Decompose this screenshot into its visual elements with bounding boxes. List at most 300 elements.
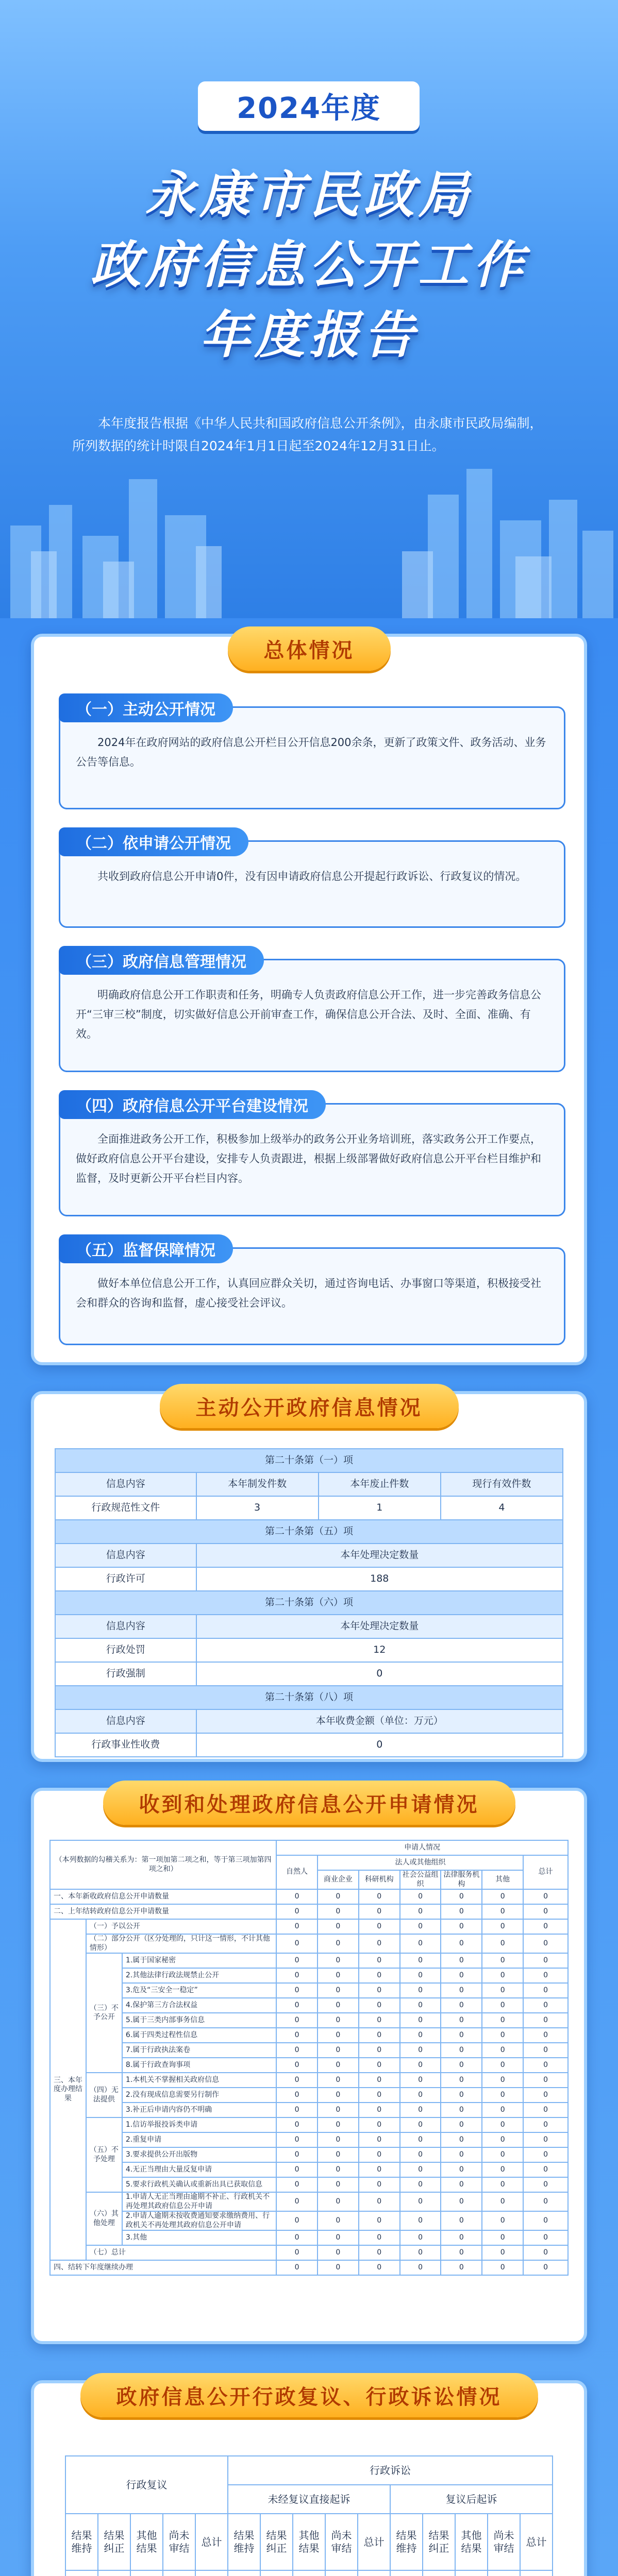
table-cell: 0 — [400, 1953, 441, 1968]
table-cell: 0 — [359, 2073, 400, 2088]
table-cell: 行政规范性文件 — [55, 1496, 196, 1520]
table-cell: 0 — [523, 1998, 568, 2013]
table-cell: 行政处罚 — [55, 1638, 196, 1662]
table-cell: 0 — [482, 1934, 523, 1953]
table-cell: 0 — [276, 2013, 318, 2028]
col-header: 法律服务机构 — [441, 1870, 482, 1889]
table-cell: 0 — [400, 2230, 441, 2245]
table-cell: 信息内容 — [55, 1615, 196, 1638]
overview-item-active — [59, 701, 565, 809]
overview-item-title: （四）政府信息公开平台建设情况 — [59, 1090, 326, 1119]
table-header-row — [50, 1840, 568, 1855]
table-cell: 0 — [359, 2211, 400, 2230]
table-cell: 0 — [318, 2162, 359, 2177]
table-cell: 0 — [482, 2260, 523, 2275]
col-group-header: 未经复议直接起诉 — [228, 2485, 390, 2514]
table-header-row — [65, 2514, 553, 2570]
title-line-3: 年度报告 — [199, 306, 419, 365]
table-cell: 0 — [318, 2058, 359, 2073]
table-cell: 0 — [276, 2132, 318, 2147]
table-row — [55, 1496, 563, 1520]
table-cell: 0 — [276, 1983, 318, 1998]
table-cell: 0 — [400, 1998, 441, 2013]
table-cell: 0 — [318, 1889, 359, 1904]
col-header: 其他结果 — [293, 2514, 325, 2570]
table-cell: 0 — [482, 2230, 523, 2245]
col-header: 总计 — [358, 2514, 390, 2570]
table-cell: 0 — [318, 2117, 359, 2132]
table-row — [50, 2088, 568, 2103]
table-cell: 0 — [482, 1904, 523, 1919]
table-cell: 0 — [359, 2260, 400, 2275]
table-cell: 0 — [276, 2028, 318, 2043]
table-cell: 0 — [441, 2028, 482, 2043]
table-cell — [260, 2570, 293, 2576]
table-cell: 0 — [400, 1983, 441, 1998]
row-label: 四、结转下年度继续办理 — [50, 2260, 276, 2275]
overview-item-platform — [59, 1097, 565, 1216]
table-cell: 0 — [276, 2103, 318, 2117]
table-cell: 0 — [276, 1934, 318, 1953]
requests-table — [49, 1840, 569, 2276]
overview-item-supervision — [59, 1242, 565, 1345]
table-cell — [163, 2570, 195, 2576]
table-cell: 0 — [276, 2211, 318, 2230]
table-row — [50, 2260, 568, 2275]
col-header: 尚未审结 — [163, 2514, 195, 2570]
row-label: 7.属于行政执法案卷 — [122, 2043, 276, 2058]
table-cell: 0 — [318, 1953, 359, 1968]
table-cell: 0 — [196, 1733, 563, 1757]
table-cell: 0 — [523, 2177, 568, 2192]
table-cell: 0 — [482, 1998, 523, 2013]
city-skyline-illustration — [0, 448, 618, 618]
table-row — [55, 1567, 563, 1591]
row-label: （七）总计 — [86, 2245, 276, 2260]
table-cell: 0 — [276, 1953, 318, 1968]
table-cell: 0 — [318, 2245, 359, 2260]
review-panel — [31, 2380, 587, 2576]
table-cell — [455, 2570, 488, 2576]
row-label: 8.属于行政查询事项 — [122, 2058, 276, 2073]
table-row — [50, 2043, 568, 2058]
overview-item-text: 共收到政府信息公开申请0件，没有因申请政府信息公开提起行政诉讼、行政复议的情况。 — [97, 870, 527, 883]
table-cell: 0 — [523, 2073, 568, 2088]
table-cell: 0 — [523, 2088, 568, 2103]
row-label: 2.没有现成信息需要另行制作 — [122, 2088, 276, 2103]
table-cell: 0 — [523, 2117, 568, 2132]
table-cell: 0 — [523, 2147, 568, 2162]
table-row — [65, 2570, 553, 2576]
table-cell: 0 — [441, 2192, 482, 2211]
table-cell: 现行有效件数 — [441, 1472, 563, 1496]
table-cell: 188 — [196, 1567, 563, 1591]
table-cell: 0 — [276, 2058, 318, 2073]
requests-heading: 收到和处理政府信息公开申请情况 — [103, 1781, 515, 1825]
table-cell: 0 — [359, 2043, 400, 2058]
table-cell: 0 — [441, 2013, 482, 2028]
table-row — [50, 2073, 568, 2088]
table-cell: 0 — [359, 2177, 400, 2192]
table-cell: 0 — [400, 2260, 441, 2275]
table-cell: 0 — [318, 2260, 359, 2275]
table-cell — [358, 2570, 390, 2576]
table-cell: 0 — [482, 2028, 523, 2043]
col-header: 总计 — [195, 2514, 228, 2570]
table-cell: 0 — [441, 2043, 482, 2058]
review-heading: 政府信息公开行政复议、行政诉讼情况 — [80, 2373, 538, 2417]
table-cell: 0 — [318, 2103, 359, 2117]
col-header: 尚未审结 — [325, 2514, 358, 2570]
table-cell: 0 — [276, 2088, 318, 2103]
table-cell: 0 — [482, 2211, 523, 2230]
table-cell: 0 — [523, 2230, 568, 2245]
table-cell: 0 — [523, 2162, 568, 2177]
table-cell: 0 — [359, 2058, 400, 2073]
col-header: 总计 — [520, 2514, 553, 2570]
row-label: 二、上年结转政府信息公开申请数量 — [50, 1904, 276, 1919]
table-cell: 0 — [523, 2260, 568, 2275]
table-cell: 0 — [318, 2028, 359, 2043]
table-cell: 12 — [196, 1638, 563, 1662]
table-header-row — [65, 2456, 553, 2485]
table-cell: 0 — [359, 2245, 400, 2260]
table-row — [50, 1934, 568, 1953]
table-row — [50, 1998, 568, 2013]
table-row — [50, 2058, 568, 2073]
table-cell: 0 — [359, 2028, 400, 2043]
table-row — [50, 2103, 568, 2117]
table-cell: 0 — [523, 2013, 568, 2028]
table-cell: 0 — [482, 2132, 523, 2147]
table-row — [55, 1638, 563, 1662]
table-cell: 0 — [400, 2147, 441, 2162]
table-group-header: 第二十条第（五）项 — [55, 1520, 563, 1544]
table-cell: 0 — [523, 2211, 568, 2230]
table-cell: 0 — [482, 1919, 523, 1934]
table-cell: 0 — [441, 1998, 482, 2013]
table-row — [50, 2132, 568, 2147]
table-cell: 0 — [276, 2192, 318, 2211]
table-group-header: 第二十条第（八）项 — [55, 1686, 563, 1709]
table-cell: 0 — [400, 2132, 441, 2147]
table-row — [55, 1544, 563, 1567]
table-cell: 0 — [482, 1983, 523, 1998]
table-cell: 0 — [276, 2117, 318, 2132]
table-cell: 0 — [359, 2103, 400, 2117]
col-header: 科研机构 — [359, 1870, 400, 1889]
table-cell: 0 — [523, 1889, 568, 1904]
table-cell — [390, 2570, 423, 2576]
table-cell: 信息内容 — [55, 1472, 196, 1496]
col-header: 其他结果 — [130, 2514, 163, 2570]
table-cell: 0 — [523, 2028, 568, 2043]
table-cell: 行政强制 — [55, 1662, 196, 1686]
table-cell: 本年处理决定数量 — [196, 1615, 563, 1638]
table-cell: 0 — [441, 2147, 482, 2162]
table-cell: 0 — [482, 2162, 523, 2177]
overview-item-title: （一）主动公开情况 — [59, 693, 233, 722]
table-cell — [130, 2570, 163, 2576]
table-cell: 4 — [441, 1496, 563, 1520]
col-header: 结果维持 — [390, 2514, 423, 2570]
table-cell: 0 — [359, 1889, 400, 1904]
table-cell: 0 — [400, 2073, 441, 2088]
table-cell: 0 — [523, 2132, 568, 2147]
table-cell: 0 — [482, 2103, 523, 2117]
table-cell: 0 — [441, 2162, 482, 2177]
table-corner-note: （本列数据的勾稽关系为：第一项加第二项之和，等于第三项加第四项之和） — [50, 1840, 276, 1889]
overview-item-management — [59, 953, 565, 1072]
table-cell: 0 — [441, 1904, 482, 1919]
table-cell: 0 — [523, 1953, 568, 1968]
table-cell: 0 — [318, 2211, 359, 2230]
active-disclosure-panel — [31, 1391, 587, 1762]
col-header: 结果纠正 — [98, 2514, 130, 2570]
table-cell: 0 — [318, 2192, 359, 2211]
table-row — [55, 1662, 563, 1686]
row-label: 6.属于四类过程性信息 — [122, 2028, 276, 2043]
col-group-header: 申请人情况 — [276, 1840, 568, 1855]
row-label: 1.属于国家秘密 — [122, 1953, 276, 1968]
title-line-1: 永康市民政局 — [145, 166, 473, 225]
table-cell: 0 — [359, 1968, 400, 1983]
table-row — [50, 2211, 568, 2230]
col-header: 结果纠正 — [423, 2514, 455, 2570]
table-row — [50, 2245, 568, 2260]
table-cell: 0 — [359, 2013, 400, 2028]
table-row — [50, 1919, 568, 1934]
table-cell: 0 — [318, 1968, 359, 1983]
table-row — [55, 1615, 563, 1638]
table-cell: 0 — [276, 2177, 318, 2192]
table-cell: 本年收费金额（单位：万元） — [196, 1709, 563, 1733]
row-label: 4.无正当理由大量反复申请 — [122, 2162, 276, 2177]
row-label: 1.本机关不掌握相关政府信息 — [122, 2073, 276, 2088]
table-cell: 本年制发件数 — [196, 1472, 319, 1496]
table-cell: 0 — [441, 1968, 482, 1983]
table-row — [50, 2028, 568, 2043]
col-group-header: 复议后起诉 — [390, 2485, 553, 2514]
table-cell: 行政许可 — [55, 1567, 196, 1591]
table-cell: 0 — [276, 1998, 318, 2013]
table-cell: 0 — [441, 1919, 482, 1934]
table-cell: 0 — [359, 1904, 400, 1919]
table-cell: 0 — [441, 1934, 482, 1953]
table-cell — [65, 2570, 98, 2576]
table-cell: 0 — [482, 2192, 523, 2211]
table-cell: 0 — [196, 1662, 563, 1686]
table-cell: 0 — [441, 2245, 482, 2260]
table-cell — [488, 2570, 520, 2576]
table-row — [50, 1953, 568, 1968]
table-row — [50, 1968, 568, 1983]
table-cell: 0 — [400, 2117, 441, 2132]
table-cell: 0 — [359, 2162, 400, 2177]
row-label: 2.申请人逾期未按收费通知要求缴纳费用、行政机关不再处理其政府信息公开申请 — [122, 2211, 276, 2230]
table-cell: 0 — [400, 2211, 441, 2230]
row-label: 3.要求提供公开出版物 — [122, 2147, 276, 2162]
table-cell: 0 — [482, 2245, 523, 2260]
table-cell: 0 — [359, 2088, 400, 2103]
col-header: 商业企业 — [318, 1870, 359, 1889]
row-group-label: （三）不予公开 — [86, 1953, 122, 2073]
table-cell — [98, 2570, 130, 2576]
overview-panel — [31, 634, 587, 1365]
year-badge: 2024年度 — [198, 81, 420, 131]
table-cell: 0 — [318, 2073, 359, 2088]
row-label: 5.要求行政机关确认或重新出具已获取信息 — [122, 2177, 276, 2192]
col-group-header: 行政诉讼 — [228, 2456, 553, 2485]
table-cell: 0 — [482, 2088, 523, 2103]
table-cell: 0 — [318, 2013, 359, 2028]
table-cell: 0 — [523, 1904, 568, 1919]
table-cell: 0 — [276, 2260, 318, 2275]
table-cell: 0 — [318, 1934, 359, 1953]
requests-panel — [31, 1788, 587, 2344]
table-cell: 0 — [523, 1919, 568, 1934]
table-cell: 0 — [400, 2103, 441, 2117]
table-row — [50, 2013, 568, 2028]
table-cell: 0 — [400, 2058, 441, 2073]
table-cell: 0 — [482, 2013, 523, 2028]
table-row — [50, 2192, 568, 2211]
overview-heading: 总体情况 — [228, 626, 391, 671]
table-cell: 0 — [523, 2192, 568, 2211]
col-group-header: 行政复议 — [65, 2456, 228, 2514]
hero-banner — [0, 0, 618, 618]
table-group-header: 第二十条第（六）项 — [55, 1591, 563, 1615]
table-row — [50, 2117, 568, 2132]
table-cell: 0 — [318, 2088, 359, 2103]
row-label: 3.补正后申请内容仍不明确 — [122, 2103, 276, 2117]
table-cell: 0 — [359, 2132, 400, 2147]
table-cell: 0 — [441, 2117, 482, 2132]
table-cell: 0 — [276, 1889, 318, 1904]
overview-item-text: 2024年在政府网站的政府信息公开栏目公开信息200余条，更新了政策文件、政务活动、业务公告等信息。 — [76, 736, 546, 768]
table-row — [50, 2230, 568, 2245]
table-cell: 0 — [359, 1998, 400, 2013]
row-label: 4.保护第三方合法权益 — [122, 1998, 276, 2013]
table-cell: 0 — [482, 2147, 523, 2162]
row-label: 3.危及“三安全一稳定” — [122, 1983, 276, 1998]
col-header: 社会公益组织 — [400, 1870, 441, 1889]
table-row — [55, 1472, 563, 1496]
table-cell: 0 — [318, 2230, 359, 2245]
table-cell: 0 — [359, 2192, 400, 2211]
table-cell: 0 — [359, 1919, 400, 1934]
table-cell: 0 — [276, 2147, 318, 2162]
row-label: 1.信访举报投诉类申请 — [122, 2117, 276, 2132]
table-row — [50, 1983, 568, 1998]
table-cell: 0 — [523, 2058, 568, 2073]
table-cell: 0 — [482, 1968, 523, 1983]
table-row — [55, 1733, 563, 1757]
table-cell: 0 — [441, 2230, 482, 2245]
table-cell: 0 — [359, 2147, 400, 2162]
overview-item-text: 做好本单位信息公开工作，认真回应群众关切，通过咨询电话、办事窗口等渠道，积极接受社会和群众的咨询和监督，虚心接受社会评议。 — [76, 1277, 541, 1309]
table-cell: 0 — [400, 2177, 441, 2192]
col-header: 结果维持 — [228, 2514, 260, 2570]
table-cell: 0 — [400, 1889, 441, 1904]
intro-paragraph: 本年度报告根据《中华人民共和国政府信息公开条例》，由永康市民政局编制，所列数据的统计时限自2024年1月1日起至2024年12月31日止。 — [72, 416, 543, 453]
table-cell: 信息内容 — [55, 1709, 196, 1733]
col-header: 结果纠正 — [260, 2514, 293, 2570]
table-row — [50, 2162, 568, 2177]
table-cell: 0 — [441, 2177, 482, 2192]
table-cell: 0 — [482, 2117, 523, 2132]
row-label: （二）部分公开（区分处理的，只计这一情形，不计其他情形） — [86, 1934, 276, 1953]
table-cell: 0 — [318, 2147, 359, 2162]
table-cell: 0 — [441, 1953, 482, 1968]
table-cell: 0 — [400, 1904, 441, 1919]
row-label: （一）予以公开 — [86, 1919, 276, 1934]
table-cell: 0 — [523, 1934, 568, 1953]
overview-item-title: （二）依申请公开情况 — [59, 827, 248, 856]
table-cell: 0 — [400, 2192, 441, 2211]
table-cell: 0 — [318, 1983, 359, 1998]
table-cell: 0 — [359, 1953, 400, 1968]
table-row — [50, 1904, 568, 1919]
row-label: 3.其他 — [122, 2230, 276, 2245]
table-row — [55, 1686, 563, 1709]
overview-item-text: 全面推进政务公开工作，积极参加上级举办的政务公开业务培训班，落实政务公开工作要点，做好政府信息公开平台建设，安排专人负责跟进，根据上级部署做好政府信息公开平台栏目维护和监督，及时更新公开平台栏目内容。 — [76, 1133, 541, 1184]
table-cell — [293, 2570, 325, 2576]
table-cell: 0 — [276, 1904, 318, 1919]
row-label: 2.其他法律行政法规禁止公开 — [122, 1968, 276, 1983]
table-cell: 0 — [318, 1919, 359, 1934]
table-cell: 0 — [523, 2245, 568, 2260]
table-cell: 0 — [400, 2043, 441, 2058]
table-cell: 0 — [523, 2103, 568, 2117]
table-cell: 0 — [441, 2088, 482, 2103]
table-cell: 0 — [523, 1968, 568, 1983]
table-cell: 0 — [318, 2043, 359, 2058]
table-cell: 0 — [482, 1889, 523, 1904]
table-cell: 0 — [400, 1934, 441, 1953]
col-header: 总计 — [523, 1855, 568, 1889]
overview-item-request — [59, 835, 565, 928]
table-row — [50, 1889, 568, 1904]
table-row — [50, 2147, 568, 2162]
table-cell: 本年处理决定数量 — [196, 1544, 563, 1567]
table-cell: 0 — [482, 2043, 523, 2058]
table-cell: 0 — [359, 1934, 400, 1953]
table-cell: 0 — [318, 2132, 359, 2147]
table-cell: 信息内容 — [55, 1544, 196, 1567]
table-cell: 0 — [359, 2117, 400, 2132]
table-cell: 0 — [441, 2058, 482, 2073]
table-cell: 0 — [400, 2162, 441, 2177]
table-cell: 0 — [318, 2177, 359, 2192]
table-cell: 0 — [359, 1983, 400, 1998]
table-cell: 0 — [441, 1889, 482, 1904]
table-cell: 0 — [318, 1904, 359, 1919]
col-header: 其他结果 — [455, 2514, 488, 2570]
table-cell: 0 — [400, 2028, 441, 2043]
title-line-2: 政府信息公开工作 — [90, 236, 528, 295]
table-cell: 0 — [276, 2230, 318, 2245]
col-header: 尚未审结 — [488, 2514, 520, 2570]
row-label: 一、本年新收政府信息公开申请数量 — [50, 1889, 276, 1904]
table-row — [55, 1591, 563, 1615]
table-cell — [423, 2570, 455, 2576]
table-cell: 0 — [482, 1953, 523, 1968]
table-cell: 0 — [482, 2177, 523, 2192]
table-cell: 1 — [319, 1496, 441, 1520]
section-label: 三、本年度办理结果 — [50, 1919, 86, 2260]
table-cell: 0 — [276, 2043, 318, 2058]
